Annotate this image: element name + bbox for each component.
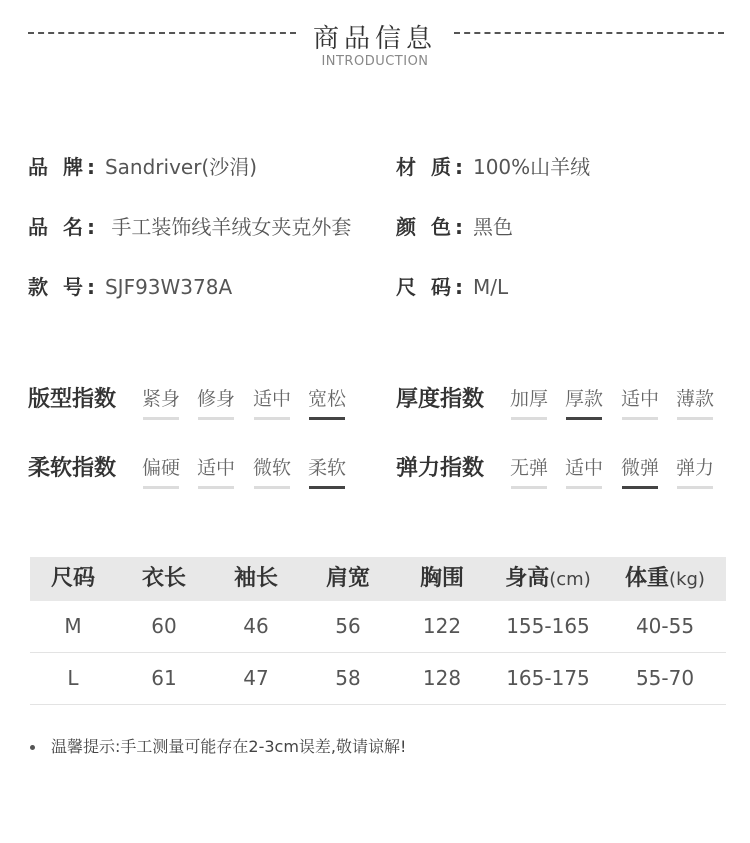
- header-text: 身高: [505, 566, 550, 591]
- header-cell: [300, 557, 396, 602]
- index-option: [509, 384, 549, 420]
- size-table-header: [30, 557, 726, 601]
- index-option: [141, 384, 181, 420]
- index-option-label: 微软: [252, 457, 291, 479]
- index-option: [675, 453, 715, 489]
- header-text: 肩宽: [325, 566, 370, 591]
- index-option-label: 厚款: [564, 388, 603, 410]
- info-material: [396, 154, 590, 180]
- info-brand: [28, 154, 257, 180]
- info-value: Sandriver(沙涓): [104, 155, 258, 179]
- bullet-icon: [30, 745, 35, 750]
- index-option-bar: [143, 417, 179, 420]
- index-title: 弹力指数: [396, 456, 485, 481]
- header-unit: (kg): [669, 569, 705, 590]
- index-option-bar: [143, 486, 179, 489]
- index-option-label: 加厚: [509, 388, 548, 410]
- table-cell: M: [64, 614, 82, 638]
- section-subtitle: INTRODUCTION: [321, 54, 429, 69]
- section-header: [0, 18, 750, 52]
- info-value: 黑色: [472, 215, 513, 239]
- header-text: 袖长: [233, 566, 278, 591]
- table-cell: 58: [335, 666, 361, 690]
- index-option-bar: [566, 417, 602, 420]
- thickness-index: [396, 382, 736, 418]
- header-text: 衣长: [141, 566, 186, 591]
- index-option-bar: [677, 486, 713, 489]
- header-cell: [212, 557, 300, 602]
- index-option: [620, 453, 660, 489]
- header-text: 胸围: [419, 566, 464, 591]
- table-cell: 165-175: [506, 666, 590, 690]
- index-option: [307, 384, 347, 420]
- measurement-tip: [30, 734, 406, 757]
- index-option-label: 适中: [196, 457, 235, 479]
- index-option: [196, 453, 236, 489]
- table-cell: 155-165: [506, 614, 590, 638]
- header-cell: [488, 557, 608, 602]
- index-option: [252, 384, 292, 420]
- info-color: [396, 214, 513, 240]
- index-option-label: 适中: [564, 457, 603, 479]
- index-option-label: 柔软: [307, 457, 346, 479]
- table-cell: 47: [243, 666, 269, 690]
- index-option-bar: [677, 417, 713, 420]
- header-cell: [396, 557, 488, 602]
- info-value: 100%山羊绒: [472, 155, 591, 179]
- section-title: 商品信息: [312, 24, 437, 54]
- index-option: [564, 453, 604, 489]
- info-label: 尺 码:: [396, 275, 467, 299]
- index-option-bar: [511, 417, 547, 420]
- fit-index: [28, 382, 368, 418]
- index-option-label: 弹力: [675, 457, 714, 479]
- index-option: [564, 384, 604, 420]
- header-cell: [608, 557, 722, 602]
- index-option-bar: [309, 417, 345, 420]
- header-unit: (cm): [549, 569, 591, 590]
- index-option-label: 适中: [252, 388, 291, 410]
- index-option-label: 修身: [196, 388, 235, 410]
- table-cell: 56: [335, 614, 361, 638]
- index-option-bar: [254, 486, 290, 489]
- header-cell: [116, 557, 212, 602]
- index-option-bar: [198, 417, 234, 420]
- index-option: [141, 453, 181, 489]
- info-value: SJF93W378A: [104, 275, 233, 299]
- index-option-bar: [622, 417, 658, 420]
- info-label: 材 质:: [396, 155, 467, 179]
- info-value: M/L: [472, 275, 509, 299]
- index-option: [620, 384, 660, 420]
- index-option-label: 适中: [620, 388, 659, 410]
- index-option: [307, 453, 347, 489]
- index-option-label: 宽松: [307, 388, 346, 410]
- info-label: 品 名:: [28, 215, 99, 239]
- index-option: [675, 384, 715, 420]
- index-option-label: 薄款: [675, 388, 714, 410]
- table-row: [30, 653, 726, 705]
- header-text: 尺码: [50, 566, 95, 591]
- index-option: [196, 384, 236, 420]
- size-table: [30, 557, 726, 705]
- index-option-bar: [309, 486, 345, 489]
- table-cell: 128: [422, 666, 462, 690]
- table-cell: 40-55: [635, 614, 695, 638]
- header-text: 体重: [625, 566, 670, 591]
- info-product-name: [28, 214, 351, 240]
- index-option-bar: [622, 486, 658, 489]
- index-option: [509, 453, 549, 489]
- index-option-label: 微弹: [620, 457, 659, 479]
- index-option-label: 紧身: [141, 388, 180, 410]
- elasticity-index: [396, 451, 736, 487]
- table-cell: 46: [243, 614, 269, 638]
- info-value: 手工装饰线羊绒女夹克外套: [104, 215, 352, 239]
- header-cell: [30, 557, 116, 602]
- divider-right: [454, 32, 724, 34]
- index-option-bar: [254, 417, 290, 420]
- table-row: [30, 601, 726, 653]
- info-label: 品 牌:: [28, 155, 99, 179]
- index-title: 厚度指数: [396, 387, 485, 412]
- tip-text: 温馨提示:手工测量可能存在2-3cm误差,敬请谅解!: [51, 737, 407, 756]
- info-size: [396, 274, 508, 300]
- table-cell: L: [67, 666, 79, 690]
- index-option: [252, 453, 292, 489]
- info-label: 颜 色:: [396, 215, 467, 239]
- softness-index: [28, 451, 368, 487]
- index-option-bar: [566, 486, 602, 489]
- info-style-number: [28, 274, 232, 300]
- index-option-label: 偏硬: [141, 457, 180, 479]
- index-option-bar: [198, 486, 234, 489]
- table-cell: 122: [422, 614, 462, 638]
- info-label: 款 号:: [28, 275, 99, 299]
- table-cell: 55-70: [635, 666, 695, 690]
- index-option-bar: [511, 486, 547, 489]
- index-title: 柔软指数: [28, 456, 117, 481]
- index-title: 版型指数: [28, 387, 117, 412]
- table-cell: 61: [151, 666, 177, 690]
- index-option-label: 无弹: [509, 457, 548, 479]
- table-cell: 60: [151, 614, 177, 638]
